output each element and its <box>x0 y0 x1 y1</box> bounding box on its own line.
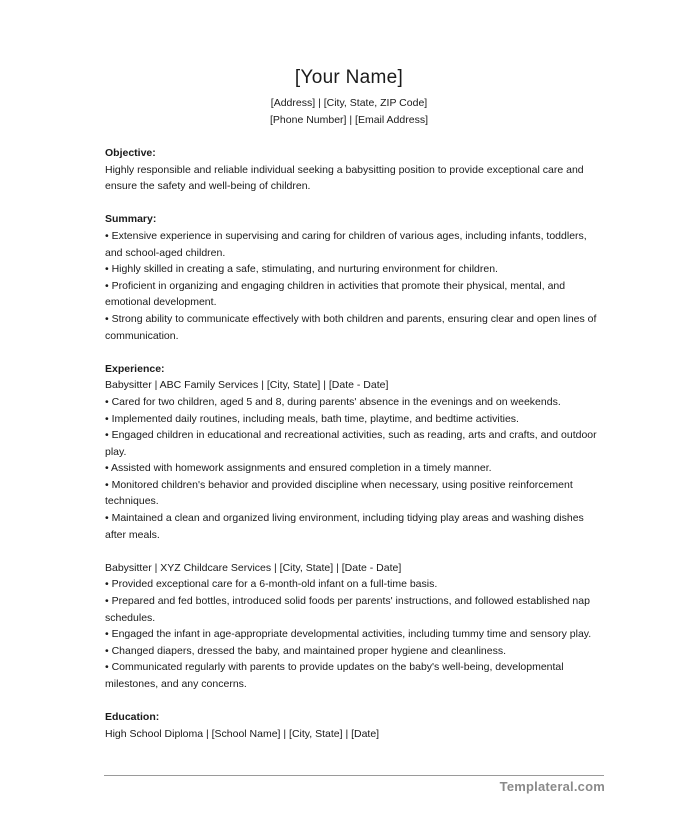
job-spacer <box>105 543 605 560</box>
summary-item: • Highly skilled in creating a safe, stimulating, and nurturing environment for children. <box>105 263 498 276</box>
summary-title: Summary: <box>105 213 157 226</box>
job-heading: Babysitter | ABC Family Services | [City, State] | [Date - Date] <box>105 379 389 392</box>
job-duty: • Implemented daily routines, including meals, bath time, playtime, and bedtime activities. <box>105 412 519 425</box>
education-section <box>105 709 605 742</box>
job-duty: • Engaged children in educational and recreational activities, such as reading, arts and crafts, and outdoor play. <box>105 429 597 458</box>
phone-email-line: [Phone Number] | [Email Address] <box>270 113 428 126</box>
job-entry-xyz <box>105 560 605 693</box>
job-duty: • Engaged the infant in age-appropriate developmental activities, including tummy time and sensory play. <box>105 628 592 641</box>
resume-header <box>0 66 698 128</box>
summary-section <box>105 211 605 344</box>
address-line: [Address] | [City, State, ZIP Code] <box>270 97 428 109</box>
job-duty: • Provided exceptional care for a 6-month-old infant on a full-time basis. <box>105 578 438 591</box>
job-entry-abc <box>105 377 605 543</box>
job-duty: • Monitored children's behavior and provided discipline when necessary, using positive reinforcement techniques. <box>105 478 573 508</box>
footer-brand-logo: Templateral.com <box>499 779 605 794</box>
summary-item: • Extensive experience in supervising and caring for children of various ages, including infants, toddlers, and school-aged children. <box>105 229 587 259</box>
education-title: Education: <box>105 711 160 724</box>
objective-text: Highly responsible and reliable individual seeking a babysitting position to provide exceptional care and ensure the safety and well-being of children. <box>105 163 584 193</box>
footer-divider <box>104 775 604 776</box>
resume-body <box>105 145 605 759</box>
objective-title: Objective: <box>105 147 156 159</box>
summary-item: • Strong ability to communicate effectively with both children and parents, ensuring clear and open lines of communication. <box>105 312 597 342</box>
contact-block <box>0 95 698 128</box>
job-duty: • Assisted with homework assignments and ensured completion in a timely manner. <box>105 462 492 475</box>
job-heading: Babysitter | XYZ Childcare Services | [City, State] | [Date - Date] <box>105 561 402 574</box>
job-duty: • Cared for two children, aged 5 and 8, during parents' absence in the evenings and on weekends. <box>105 395 561 408</box>
experience-section <box>105 361 605 693</box>
candidate-name: [Your Name] <box>294 67 404 88</box>
job-duty: • Maintained a clean and organized living environment, including tidying play areas and washing dishes after meals. <box>105 512 584 541</box>
experience-title: Experience: <box>105 362 165 375</box>
job-duty: • Changed diapers, dressed the baby, and maintained proper hygiene and cleanliness. <box>105 644 506 657</box>
job-duty: • Prepared and fed bottles, introduced solid foods per parents' instructions, and followed established nap schedules. <box>105 595 590 624</box>
objective-section <box>105 145 605 195</box>
job-duty: • Communicated regularly with parents to provide updates on the baby's well-being, developmental milestones, and any concerns. <box>105 661 564 690</box>
summary-item: • Proficient in organizing and engaging children in activities that promote their physical, mental, and emotional development. <box>105 279 566 309</box>
education-text: High School Diploma | [School Name] | [City, State] | [Date] <box>105 727 380 740</box>
